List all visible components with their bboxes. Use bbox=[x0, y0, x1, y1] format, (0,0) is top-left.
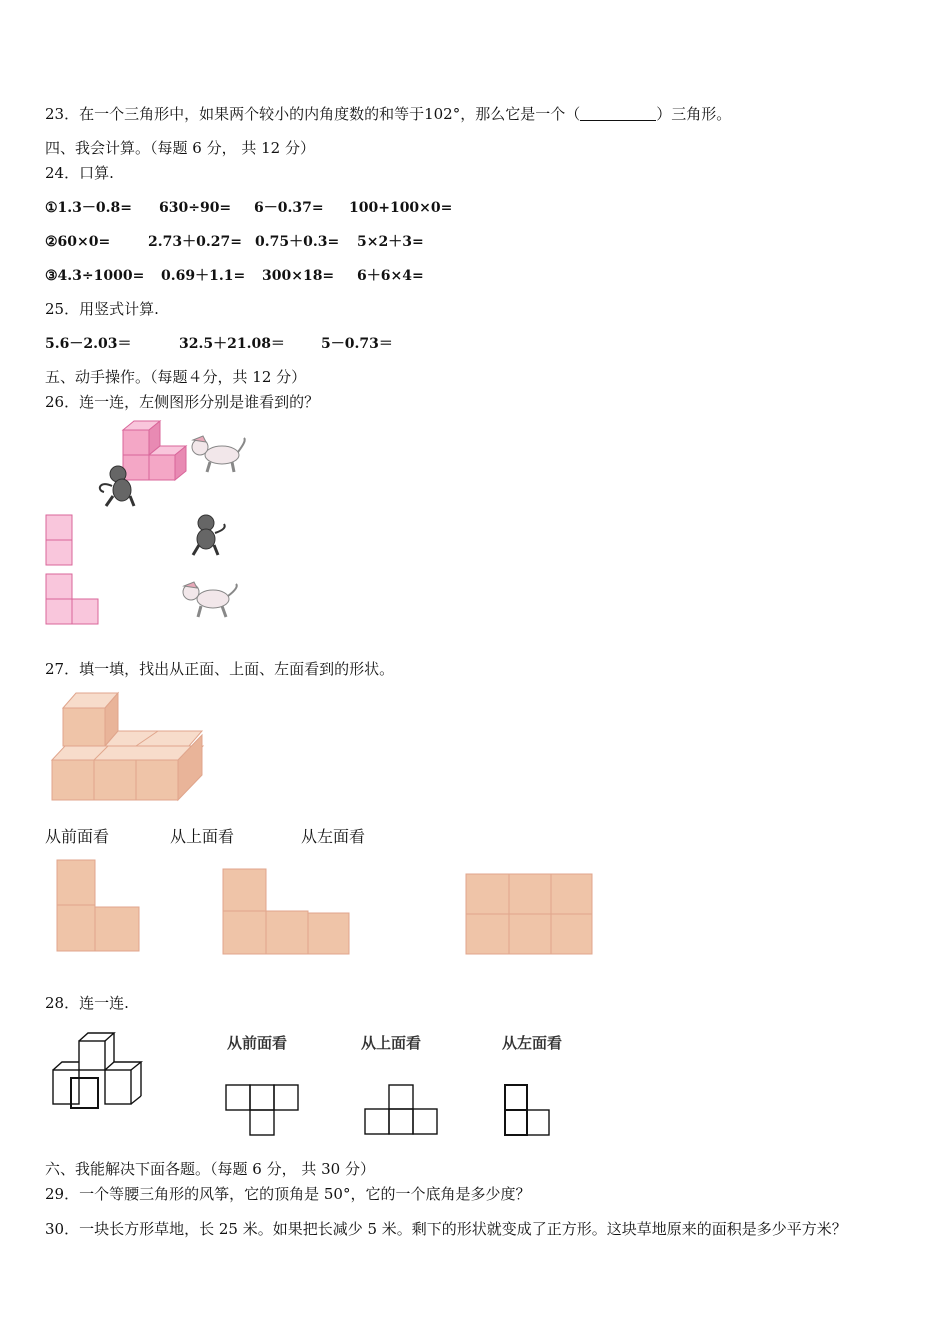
math-item: 5×2＋3= bbox=[357, 234, 424, 250]
vertical-calc-row bbox=[45, 333, 393, 353]
question-29: 29．一个等腰三角形的风筝，它的顶角是 50°，它的一个底角是多少度？ bbox=[45, 1185, 531, 1203]
question-27-title: 27．填一填，找出从正面、上面、左面看到的形状。 bbox=[45, 660, 395, 678]
monkey-icon bbox=[100, 466, 134, 506]
math-item: ①1.3－0.8= bbox=[45, 200, 132, 216]
question-24-title: 24．口算. bbox=[45, 164, 114, 182]
view-label-left: 从左面看 bbox=[301, 827, 366, 846]
dog-icon bbox=[183, 582, 237, 617]
math-item: 100+100×0= bbox=[349, 200, 453, 216]
monkey-icon bbox=[193, 515, 225, 555]
calc-item: 5.6－2.03＝ bbox=[45, 336, 132, 352]
question-23-tail: ）三角形。 bbox=[656, 105, 732, 123]
question-23-text: 23．在一个三角形中，如果两个较小的内角度数的和等于102°，那么它是一个（ bbox=[45, 105, 581, 123]
math-item: 0.69＋1.1= bbox=[161, 268, 246, 284]
calc-item: 32.5＋21.08＝ bbox=[179, 336, 285, 352]
section-6-heading: 六、我能解决下面各题。（每题 6 分， 共 30 分） bbox=[45, 1160, 375, 1178]
question-30: 30．一块长方形草地，长 25 米。如果把长减少 5 米。剩下的形状就变成了正方形。这块草地原来的面积是多少平方米？ bbox=[45, 1220, 847, 1238]
question-28-title: 28．连一连. bbox=[45, 994, 129, 1012]
mental-math-row-3 bbox=[45, 265, 424, 285]
math-item: 6－0.37= bbox=[254, 200, 324, 216]
math-item: 300×18= bbox=[262, 268, 335, 284]
math-item: 0.75＋0.3= bbox=[255, 234, 340, 250]
section-4-heading: 四、我会计算。（每题 6 分， 共 12 分） bbox=[45, 139, 315, 157]
math-item: ②60×0= bbox=[45, 234, 111, 250]
q28-label-front: 从前面看 bbox=[227, 1034, 288, 1052]
mental-math-row-1 bbox=[45, 197, 452, 217]
math-item: 2.73＋0.27= bbox=[148, 234, 242, 250]
question-26-title: 26．连一连，左侧图形分别是谁看到的？ bbox=[45, 393, 320, 411]
math-item: 6＋6×4= bbox=[357, 268, 424, 284]
section-5-heading: 五、动手操作。（每题４分，共 12 分） bbox=[45, 368, 307, 386]
math-item: ③4.3÷1000= bbox=[45, 268, 145, 284]
calc-item: 5－0.73＝ bbox=[321, 336, 393, 352]
mental-math-row-2 bbox=[45, 231, 424, 251]
q28-label-top: 从上面看 bbox=[361, 1034, 422, 1052]
answer-blank[interactable] bbox=[580, 106, 656, 121]
question-25-title: 25．用竖式计算. bbox=[45, 300, 159, 318]
math-item: 630÷90= bbox=[159, 200, 232, 216]
view-label-front: 从前面看 bbox=[45, 827, 110, 846]
view-label-top: 从上面看 bbox=[170, 827, 235, 846]
question-23 bbox=[45, 103, 731, 124]
q28-label-left: 从左面看 bbox=[502, 1034, 563, 1052]
dog-icon bbox=[192, 436, 245, 472]
